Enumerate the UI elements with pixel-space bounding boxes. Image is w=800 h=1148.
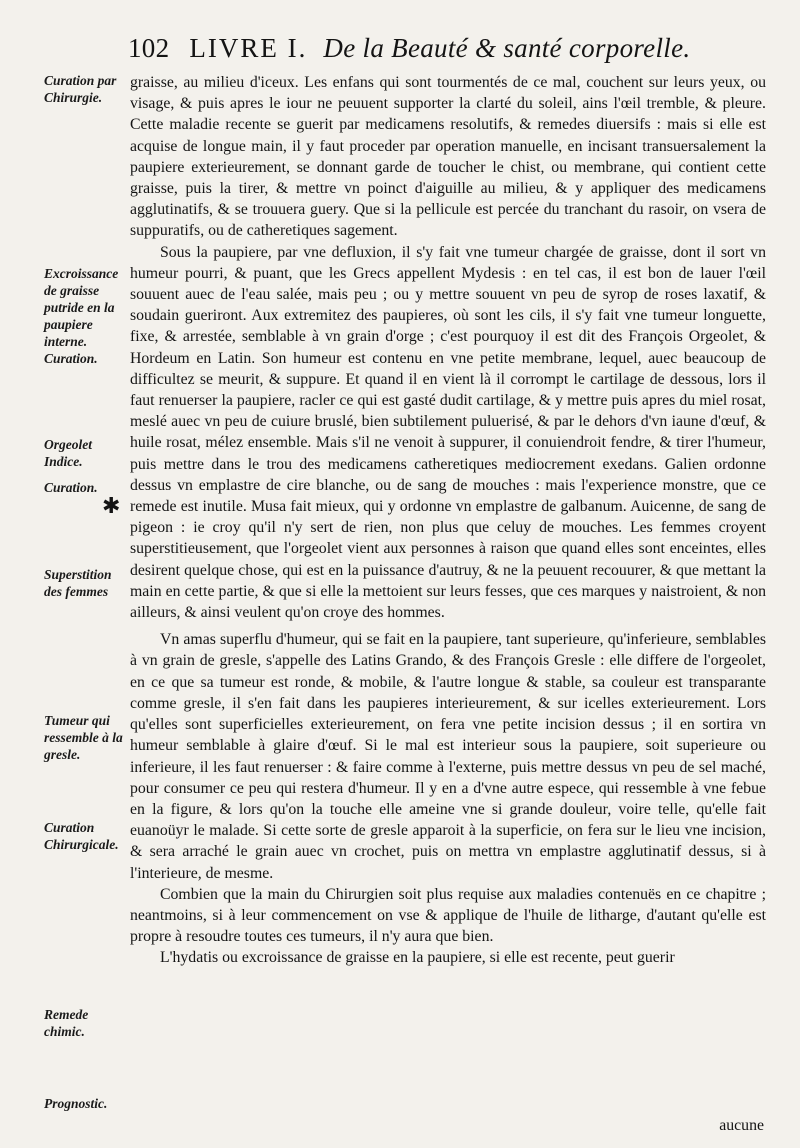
book-title: LIVRE I. <box>189 33 308 63</box>
margin-note-remede-chimic: Remede chimic. <box>44 1007 89 1039</box>
paragraph-1: graisse, au milieu d'iceux. Les enfans qui sont tourmentés de ce mal, couchent sur leurs yeux, ou visage, & puis apres le iour ne peuuent supporter la clarté du soleil, ains l'œil tremble, & pleure. Cette maladie recente se guerit par medicamens resolutifs, & remedes diuersifs : mais si elle est acquise de longue main, il y faut proceder par operation manuelle, en incisant transuersalement la paupiere exterieurement, se donnant garde de toucher le chist, ou membrane, qui contient cette graisse, puis la tirer, & mettre vn poinct d'aiguille au milieu, & y appliquer des medicamens agglutinatifs, & se trouuera guery. Que si la pellicule est percée du tranchant du rasoir, on vsera de suppuratifs, ou de catheretiques sagement. <box>130 74 766 240</box>
margin-note-superstition: Superstition des femmes <box>44 567 112 599</box>
margin-note-tumeur-gresle: Tumeur qui ressemble à la gresle. <box>44 713 123 762</box>
running-header <box>128 30 768 66</box>
margin-note-excroissance: Excroissance de graisse putride en la paupiere interne. Curation. <box>44 266 119 366</box>
catchword: aucune <box>719 1117 764 1134</box>
paragraph-3: Vn amas superflu d'humeur, qui se fait en la paupiere, tant superieure, qu'inferieure, semblables à vn grain de gresle, s'appelle des Latins Grando, & des François Gresle : elle differe de l'orgeolet, en ce que sa tumeur est ronde, & mobile, & l'autre longue & stable, sa couleur est transparante comme gresle, il s'en fait dans les paupieres interieurement, & sur icelles exterieurement. Lors qu'elles sont superficielles exterieurement, on fera vne petite incision dessus ; il en sortira vn humeur semblable à glaire d'œuf. Si le mal est interieur sous la paupiere, soit superieure ou inferieure, il les faut renuerser : & faire comme à l'externe, puis mettre dessus vn peu de sel maché, pour consumer ce peu qui restera d'humeur. Il y en a d'vne autre espece, qui ressemble à vne febue en la figure, & lors qu'on la touche elle ameine vne si grande douleur, voire telle, qu'elle fait euanoüyr le malade. Si cette sorte de gresle apparoit à la superficie, on fera sur le lieu vne incision, & sera arraché le grain auec vn crochet, puis on mettra vn emplastre agglutinatif dessus, si à l'interieure, de mesme. <box>130 631 766 882</box>
header-subtitle: De la Beauté & santé corporelle. <box>323 33 691 63</box>
margin-note-curation-chirurgie: Curation par Chirurgie. <box>44 73 117 105</box>
page-number: 102 <box>128 33 170 63</box>
asterisk-mark: ✱ <box>102 494 121 519</box>
paragraph-4: Combien que la main du Chirurgien soit plus requise aux maladies contenuës en ce chapitre ; neantmoins, si à leur commencement on vse & applique de l'huile de litharge, d'autant qu'elle est propre à resoudre toutes ces tumeurs, il n'y aura que bien. <box>130 885 766 946</box>
margin-note-prognostic: Prognostic. <box>44 1096 108 1111</box>
margin-note-curation-chirurgicale: Curation Chirurgicale. <box>44 820 119 852</box>
margin-note-orgeolet: Orgeolet Indice. <box>44 437 92 469</box>
margin-note-curation: Curation. <box>44 480 98 495</box>
main-text <box>130 72 766 969</box>
paragraph-5: L'hydatis ou excroissance de graisse en la paupiere, si elle est recente, peut guerir <box>160 949 675 967</box>
paragraph-2: Sous la paupiere, par vne defluxion, il s'y fait vne tumeur chargée de graisse, dont il sort vn humeur pourri, & puant, que les Grecs appellent Mydesis : en tel cas, il est bon de lauer l'œil souuent auec de l'eau salée, mais peu ; ou y mettre souuent vn peu de syrop de roses laxatif, & soudain gueriront. Aux extremitez des paupieres, où sont les cils, il s'y fait vne tumeur longuette, fixe, & arrestée, semblable à vn grain d'orge ; c'est pourquoy il est dit des François Orgeolet, & Hordeum en Latin. Son humeur est contenu en vne petite membrane, lequel, auec beaucoup de difficultez se meurit, & suppure. Et quand il en vient là il corrompt le cartilage de dessous, lors il faut renuerser la paupiere, racler ce qui est gasté dudit cartilage, & y mettre puis apres du miel rosat, meslé auec vn peu de cuiure bruslé, bien subtilement puluerisé, & par le dehors d'vn iaune d'œuf, & huile rosat, mélez ensemble. Mais s'il ne venoit à suppurer, il conuiendroit fendre, & tirer l'humeur, puis mettre dans le trou des medicamens catheretiques mediocrement exedans. Galien ordonne dessus vn emplastre de cire blanche, ou de sang de mouches : mais l'experience monstre, que ce remede est inutile. Musa fait mieux, qui y ordonne vn emplastre de galbanum. Auicenne, de sang de pigeon : ie croy qu'il n'y sert de rien, non plus que celuy de mouches. Les femmes croyent superstitieusement, que l'orgeolet vient aux personnes à raison que quand elles sont enceintes, elles desirent quelque chose, qui est en la puissance d'autruy, & ne la peuuent recouurer, & que mettant la main en cette partie, & que si elle la mettoient sur leurs fesses, que ces marques y naistroient, & non ailleurs, & ainsi veulent qu'on croye des hommes. <box>130 243 766 622</box>
